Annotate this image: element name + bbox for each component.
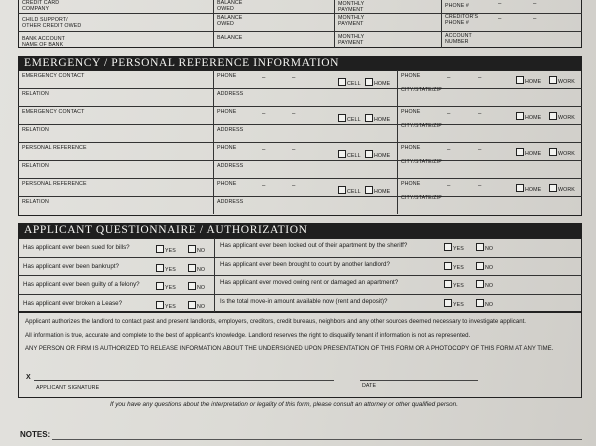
no-label: NO [485, 301, 494, 308]
work-option[interactable] [549, 76, 575, 85]
relation-label: RELATION [22, 127, 49, 133]
city-state-zip-label: CITY/STATE/ZIP [401, 159, 442, 165]
yes-label: YES [165, 303, 176, 310]
no-checkbox[interactable] [476, 280, 484, 288]
questionnaire-section-header: APPLICANT QUESTIONNAIRE / AUTHORIZATION [18, 223, 582, 238]
phone-dash: – [292, 75, 296, 81]
right-question: Has applicant ever been locked out of their apartment by the sheriff? [220, 242, 408, 249]
cell-checkbox[interactable] [338, 114, 346, 122]
no-label: NO [485, 264, 494, 271]
no-label: NO [485, 246, 494, 252]
date-line[interactable] [360, 380, 478, 381]
cell-option[interactable] [338, 78, 361, 87]
work-option[interactable] [549, 148, 575, 157]
home-label: HOME [525, 151, 542, 157]
cell-option[interactable] [338, 186, 361, 195]
no-label: NO [485, 283, 494, 289]
creditors-phone-label: CREDITOR'S PHONE # [445, 14, 479, 26]
yes-checkbox[interactable] [156, 282, 164, 290]
cell-label: CELL [347, 81, 361, 87]
notes-label: NOTES: [20, 430, 51, 439]
entry-divider [18, 178, 582, 179]
row-divider [18, 294, 582, 295]
no-label: NO [197, 266, 206, 273]
child-support-label: CHILD SUPPORT/ OTHER CREDIT OWED [22, 17, 82, 29]
authorization-paragraph-1: Applicant authorizes the landlord to contact past and present landlords, employers, creditors, credit bureaus, neighbors and any other sources deemed necessary to investigate applicant. [25, 318, 526, 325]
home-label: HOME [525, 187, 542, 193]
home-checkbox[interactable] [365, 78, 373, 86]
work-checkbox[interactable] [549, 148, 557, 156]
yes-option[interactable] [156, 301, 176, 310]
right-question: Has applicant ever been brought to court by another landlord? [220, 260, 390, 268]
phone-2-label: PHONE [401, 109, 421, 115]
yes-label: YES [453, 283, 464, 289]
home-label: HOME [525, 79, 542, 85]
work-label: WORK [558, 151, 575, 157]
left-question: Has applicant ever broken a Lease? [23, 299, 123, 307]
signature-line[interactable] [34, 380, 334, 381]
balance-label: BALANCE [217, 35, 243, 41]
cell-checkbox[interactable] [338, 150, 346, 158]
signature-x-mark: X [26, 374, 31, 381]
phone-label: PHONE [217, 109, 237, 115]
phone-dash: – [498, 16, 502, 22]
no-option[interactable] [476, 280, 493, 289]
no-checkbox[interactable] [188, 301, 196, 309]
phone-dash: – [447, 183, 451, 189]
row-divider [18, 124, 582, 125]
no-checkbox[interactable] [476, 299, 484, 307]
home-label: HOME [374, 117, 391, 123]
row-divider [18, 257, 582, 258]
phone-label: PHONE [217, 181, 237, 187]
no-option[interactable] [476, 299, 493, 308]
entry-divider [18, 106, 582, 107]
legal-footer-note: If you have any questions about the interpretation or legality of this form, please consult an attorney or other qualified person. [110, 401, 458, 408]
work-checkbox[interactable] [549, 112, 557, 120]
phone-dash: – [478, 147, 482, 153]
no-checkbox[interactable] [188, 264, 196, 272]
right-question: Has applicant ever moved owing rent or damaged an apartment? [220, 279, 399, 286]
phone-dash: – [478, 183, 482, 189]
home-checkbox[interactable] [365, 150, 373, 158]
no-checkbox[interactable] [188, 245, 196, 253]
authorization-paragraph-3: ANY PERSON OR FIRM IS AUTHORIZED TO RELEASE INFORMATION ABOUT THE UNDERSIGNED UPON PRESENTATION OF THIS FORM OR A PHOTOCOPY OF THIS FORM AT ANY TIME. [25, 346, 554, 352]
yes-label: YES [453, 246, 464, 252]
home-checkbox[interactable] [516, 76, 524, 84]
emergency-section-frame [18, 70, 582, 216]
home-option[interactable] [365, 150, 390, 159]
no-label: NO [197, 285, 206, 291]
yes-option[interactable] [156, 264, 176, 273]
balance-owed-label: BALANCE OWED [217, 0, 243, 12]
phone-dash: – [498, 1, 502, 7]
home-2-option[interactable] [516, 76, 541, 85]
home-2-option[interactable] [516, 148, 541, 157]
home-checkbox[interactable] [516, 112, 524, 120]
address-label: ADDRESS [217, 163, 244, 169]
phone-dash: – [478, 75, 482, 81]
home-checkbox[interactable] [365, 186, 373, 194]
work-option[interactable] [549, 112, 575, 121]
monthly-payment-label: MONTHLY PAYMENT [338, 1, 365, 13]
phone-dash: – [292, 147, 296, 153]
yes-option[interactable] [444, 280, 464, 289]
phone-label: PHONE # [445, 3, 469, 9]
phone-dash: – [447, 147, 451, 153]
cell-option[interactable] [338, 114, 361, 123]
home-2-option[interactable] [516, 112, 541, 121]
relation-label: RELATION [22, 91, 49, 97]
cell-label: CELL [347, 117, 361, 123]
right-question: Is the total move-in amount available now (rent and deposit)? [220, 297, 388, 305]
bank-account-label: BANK ACCOUNT NAME OF BANK [22, 36, 65, 48]
col-divider [213, 106, 214, 142]
col-divider [213, 142, 214, 178]
work-label: WORK [558, 79, 575, 85]
address-label: ADDRESS [217, 127, 244, 133]
yes-option[interactable] [444, 299, 464, 308]
yes-checkbox[interactable] [444, 262, 452, 270]
home-option[interactable] [365, 114, 390, 123]
phone-dash: – [533, 1, 537, 7]
home-label: HOME [374, 81, 391, 87]
cell-option[interactable] [338, 150, 361, 159]
phone-dash: – [262, 111, 266, 117]
phone-dash: – [262, 75, 266, 81]
signature-label: APPLICANT SIGNATURE [36, 385, 100, 391]
work-checkbox[interactable] [549, 184, 557, 192]
yes-checkbox[interactable] [156, 301, 164, 309]
row-divider [18, 160, 582, 161]
cell-label: CELL [347, 153, 361, 159]
city-state-zip-label: CITY/STATE/ZIP [401, 87, 442, 93]
phone-2-label: PHONE [401, 73, 421, 79]
phone-dash: – [447, 111, 451, 117]
row-divider [18, 31, 582, 32]
no-option[interactable] [476, 243, 493, 252]
phone-dash: – [447, 75, 451, 81]
relation-label: RELATION [22, 199, 49, 205]
yes-checkbox[interactable] [156, 245, 164, 253]
col-divider [213, 178, 214, 214]
contact-name-label: PERSONAL REFERENCE [22, 181, 87, 187]
yes-checkbox[interactable] [444, 243, 452, 251]
cell-label: CELL [347, 189, 361, 195]
no-checkbox[interactable] [476, 243, 484, 251]
row-divider [18, 13, 582, 14]
phone-dash: – [478, 111, 482, 117]
left-question: Has applicant ever been guilty of a felony? [23, 281, 140, 288]
work-checkbox[interactable] [549, 76, 557, 84]
col-divider [397, 142, 398, 178]
contact-name-label: EMERGENCY CONTACT [22, 109, 85, 115]
phone-dash: – [533, 16, 537, 22]
home-label: HOME [374, 153, 391, 159]
notes-line[interactable] [52, 439, 582, 440]
left-question: Has applicant ever been sued for bills? [23, 244, 130, 251]
no-label: NO [197, 248, 206, 254]
phone-dash: – [292, 183, 296, 189]
authorization-paragraph-2: All information is true, accurate and complete to the best of applicant's knowledge. Landlord reserves the right to disqualify tenant if information is not as represented. [25, 332, 471, 339]
phone-label: PHONE [217, 73, 237, 79]
no-option[interactable] [188, 301, 205, 310]
address-label: ADDRESS [217, 91, 244, 97]
home-checkbox[interactable] [516, 184, 524, 192]
yes-label: YES [165, 266, 176, 273]
row-divider [18, 196, 582, 197]
relation-label: RELATION [22, 163, 49, 169]
no-option[interactable] [188, 264, 205, 273]
home-option[interactable] [365, 186, 390, 195]
row-divider [18, 275, 582, 276]
row-divider [18, 88, 582, 89]
credit-section-frame [18, 0, 582, 48]
home-checkbox[interactable] [516, 148, 524, 156]
home-option[interactable] [365, 78, 390, 87]
entry-divider [18, 142, 582, 143]
phone-2-label: PHONE [401, 145, 421, 151]
work-label: WORK [558, 115, 575, 121]
no-option[interactable] [188, 282, 205, 291]
date-label: DATE [362, 383, 377, 389]
yes-label: YES [453, 301, 464, 308]
monthly-payment-label: MONTHLY PAYMENT [338, 34, 365, 46]
account-number-label: ACCOUNT NUMBER [445, 33, 472, 45]
col-divider [397, 178, 398, 214]
col-divider [213, 70, 214, 106]
col-divider [397, 106, 398, 142]
home-label: HOME [374, 189, 391, 195]
left-question: Has applicant ever been bankrupt? [23, 262, 119, 270]
phone-dash: – [262, 183, 266, 189]
cell-checkbox[interactable] [338, 186, 346, 194]
yes-label: YES [165, 285, 176, 291]
city-state-zip-label: CITY/STATE/ZIP [401, 195, 442, 201]
cell-checkbox[interactable] [338, 78, 346, 86]
col-divider [213, 0, 214, 48]
yes-label: YES [165, 248, 176, 254]
col-divider [397, 70, 398, 106]
no-checkbox[interactable] [476, 262, 484, 270]
phone-dash: – [262, 147, 266, 153]
home-2-option[interactable] [516, 184, 541, 193]
yes-label: YES [453, 264, 464, 271]
address-label: ADDRESS [217, 199, 244, 205]
yes-option[interactable] [444, 243, 464, 252]
yes-option[interactable] [156, 282, 176, 291]
phone-2-label: PHONE [401, 181, 421, 187]
col-divider [441, 0, 442, 48]
contact-name-label: EMERGENCY CONTACT [22, 73, 85, 79]
credit-card-company-label: CREDIT CARD COMPANY [22, 0, 60, 12]
phone-dash: – [292, 111, 296, 117]
yes-option[interactable] [444, 262, 464, 271]
work-label: WORK [558, 187, 575, 193]
city-state-zip-label: CITY/STATE/ZIP [401, 123, 442, 129]
contact-name-label: PERSONAL REFERENCE [22, 145, 87, 151]
phone-label: PHONE [217, 145, 237, 151]
col-divider [334, 0, 335, 48]
monthly-payment-label: MONTHLY PAYMENT [338, 15, 365, 27]
no-option[interactable] [476, 262, 493, 271]
yes-checkbox[interactable] [444, 280, 452, 288]
no-label: NO [197, 303, 206, 310]
home-checkbox[interactable] [365, 114, 373, 122]
yes-checkbox[interactable] [156, 264, 164, 272]
home-label: HOME [525, 115, 542, 121]
yes-checkbox[interactable] [444, 299, 452, 307]
yes-option[interactable] [156, 245, 176, 254]
balance-owed-label: BALANCE OWED [217, 15, 243, 27]
no-option[interactable] [188, 245, 205, 254]
no-checkbox[interactable] [188, 282, 196, 290]
emergency-section-header: EMERGENCY / PERSONAL REFERENCE INFORMATION [18, 56, 582, 70]
work-option[interactable] [549, 184, 575, 193]
